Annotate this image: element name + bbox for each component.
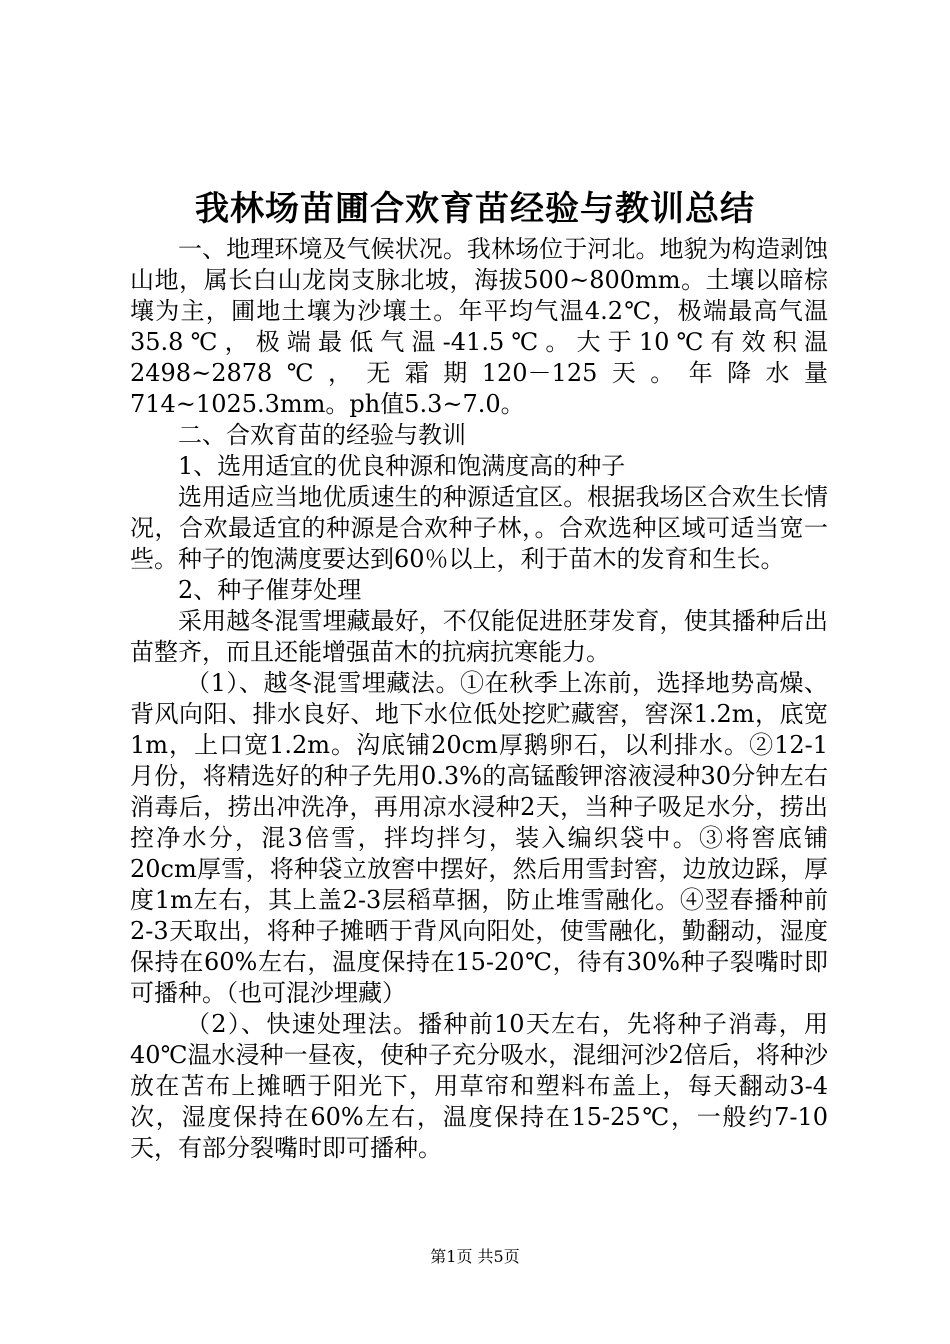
paragraph-germination-intro: 采用越冬混雪埋藏最好，不仅能促进胚芽发育，使其播种后出苗整齐，而且还能增强苗木的抗病抗寒能力。 (130, 607, 828, 666)
paragraph-geography: 一、地理环境及气候状况。我林场位于河北。地貌为构造剥蚀山地，属长白山龙岗支脉北坡，海拔500~800mm。土壤以暗棕壤为主，圃地土壤为沙壤土。年平均气温4.2℃，极端最高气温35.8℃，极端最低气温-41.5℃。大于10℃有效积温2498~2878℃，无霜期120－125天。年降水量714~1025.3mm。ph值5.3~7.0。 (130, 235, 828, 418)
subheading-seed-germination: 2、种子催芽处理 (178, 576, 362, 604)
paragraph-seed-selection: 选用适应当地优质速生的种源适宜区。根据我场区合欢生长情况，合欢最适宜的种源是合欢种子林，。合欢选种区域可适当宽一些。种子的饱满度要达到60％以上，利于苗木的发育和生长。 (130, 483, 828, 573)
section-heading-experience: 二、合欢育苗的经验与教训 (178, 421, 466, 449)
document-body (130, 234, 828, 1164)
page-footer: 第1页 共5页 (430, 1247, 520, 1266)
document-title: 我林场苗圃合欢育苗经验与教训总结 (195, 189, 755, 229)
paragraph-snow-burial-method: （1）、越冬混雪埋藏法。①在秋季上冻前，选择地势高燥、背风向阳、排水良好、地下水位低处挖贮藏窖，窖深1.2m，底宽1m，上口宽1.2m。沟底铺20cm厚鹅卵石，以利排水。②12-1月份，将精选好的种子先用0.3%的高锰酸钾溶液浸种30分钟左右消毒后，捞出冲洗净，再用凉水浸种2天，当种子吸足水分，捞出控净水分，混3倍雪，拌均拌匀，装入编织袋中。③将窖底铺20cm厚雪，将种袋立放窖中摆好，然后用雪封窖，边放边踩，厚度1m左右，其上盖2-3层稻草捆，防止堆雪融化。④翌春播种前2-3天取出，将种子摊晒于背风向阳处，使雪融化，勤翻动，湿度保持在60%左右，温度保持在15-20℃，待有30%种子裂嘴时即可播种。（也可混沙埋藏） (130, 669, 828, 1007)
paragraph-quick-method: （2）、快速处理法。播种前10天左右，先将种子消毒，用40℃温水浸种一昼夜，使种子充分吸水，混细河沙2倍后，将种沙放在苫布上摊晒于阳光下，用草帘和塑料布盖上，每天翻动3-4次，湿度保持在60%左右，温度保持在15-25℃，一般约7-10天，有部分裂嘴时即可播种。 (130, 1010, 828, 1162)
subheading-seed-selection: 1、选用适宜的优良种源和饱满度高的种子 (178, 452, 626, 480)
